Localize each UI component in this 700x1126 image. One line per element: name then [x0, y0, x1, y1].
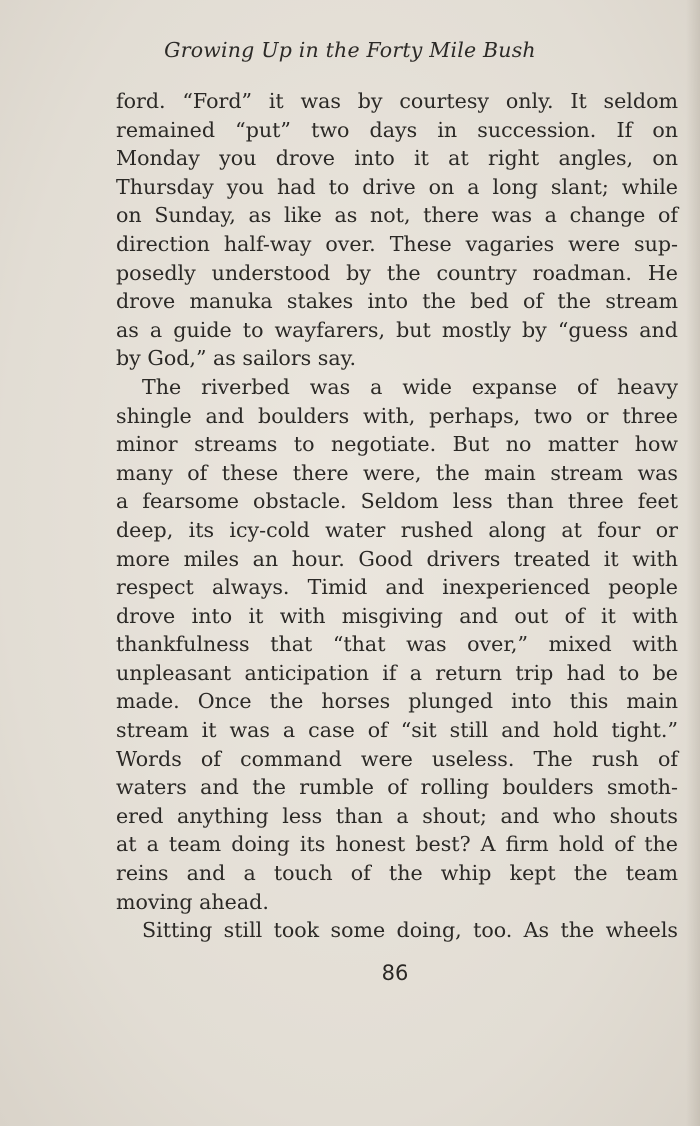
text-line: unpleasant anticipation if a return trip had to be — [116, 660, 678, 685]
text-line: more miles an hour. Good drivers treated it with — [116, 546, 678, 571]
text-line: waters and the rumble of rolling boulders smoth- — [116, 775, 678, 800]
text-line: deep, its icy-cold water rushed along at four or — [116, 517, 678, 542]
text-line: at a team doing its honest best? A firm hold of the — [116, 832, 678, 857]
text-line: respect always. Timid and inexperienced people — [116, 575, 678, 600]
text-line: The riverbed was a wide expanse of heavy — [142, 374, 678, 399]
text-line: drove manuka stakes into the bed of the stream — [116, 289, 678, 314]
text-line: reins and a touch of the whip kept the team — [116, 861, 678, 886]
text-line: Thursday you had to drive on a long slant; while — [116, 174, 678, 199]
page-edge-shadow — [686, 0, 700, 1126]
body-text — [116, 87, 678, 945]
text-line: direction half-way over. These vagaries were sup- — [116, 231, 678, 256]
text-line: by God,” as sailors say. — [116, 346, 357, 371]
text-line: moving ahead. — [116, 889, 269, 914]
text-line: ford. “Ford” it was by courtesy only. It seldom — [116, 89, 678, 113]
text-line: many of these there were, the main stream was — [116, 460, 678, 485]
text-line: drove into it with misgiving and out of it with — [116, 603, 678, 628]
text-line: thankfulness that “that was over,” mixed with — [116, 632, 678, 657]
page-number: 86 — [381, 961, 409, 985]
text-line: minor streams to negotiate. But no matter how — [116, 432, 678, 457]
text-line: remained “put” two days in succession. If on — [116, 117, 678, 142]
text-line: Monday you drove into it at right angles, on — [116, 146, 678, 171]
text-line: Sitting still took some doing, too. As the wheels — [142, 918, 678, 943]
text-line: made. Once the horses plunged into this main — [116, 689, 678, 714]
text-line: as a guide to wayfarers, but mostly by “guess and — [116, 317, 678, 342]
running-head-title: Growing Up in the Forty Mile Bush — [164, 38, 536, 62]
text-line: ered anything less than a shout; and who shouts — [116, 803, 678, 828]
text-line: on Sunday, as like as not, there was a change of — [116, 203, 678, 228]
text-line: stream it was a case of “sit still and hold tight.” — [116, 718, 678, 743]
text-line: Words of command were useless. The rush of — [116, 746, 678, 771]
text-line: a fearsome obstacle. Seldom less than three feet — [116, 489, 678, 514]
text-line: shingle and boulders with, perhaps, two or three — [116, 403, 678, 428]
text-line: posedly understood by the country roadman. He — [116, 260, 678, 285]
